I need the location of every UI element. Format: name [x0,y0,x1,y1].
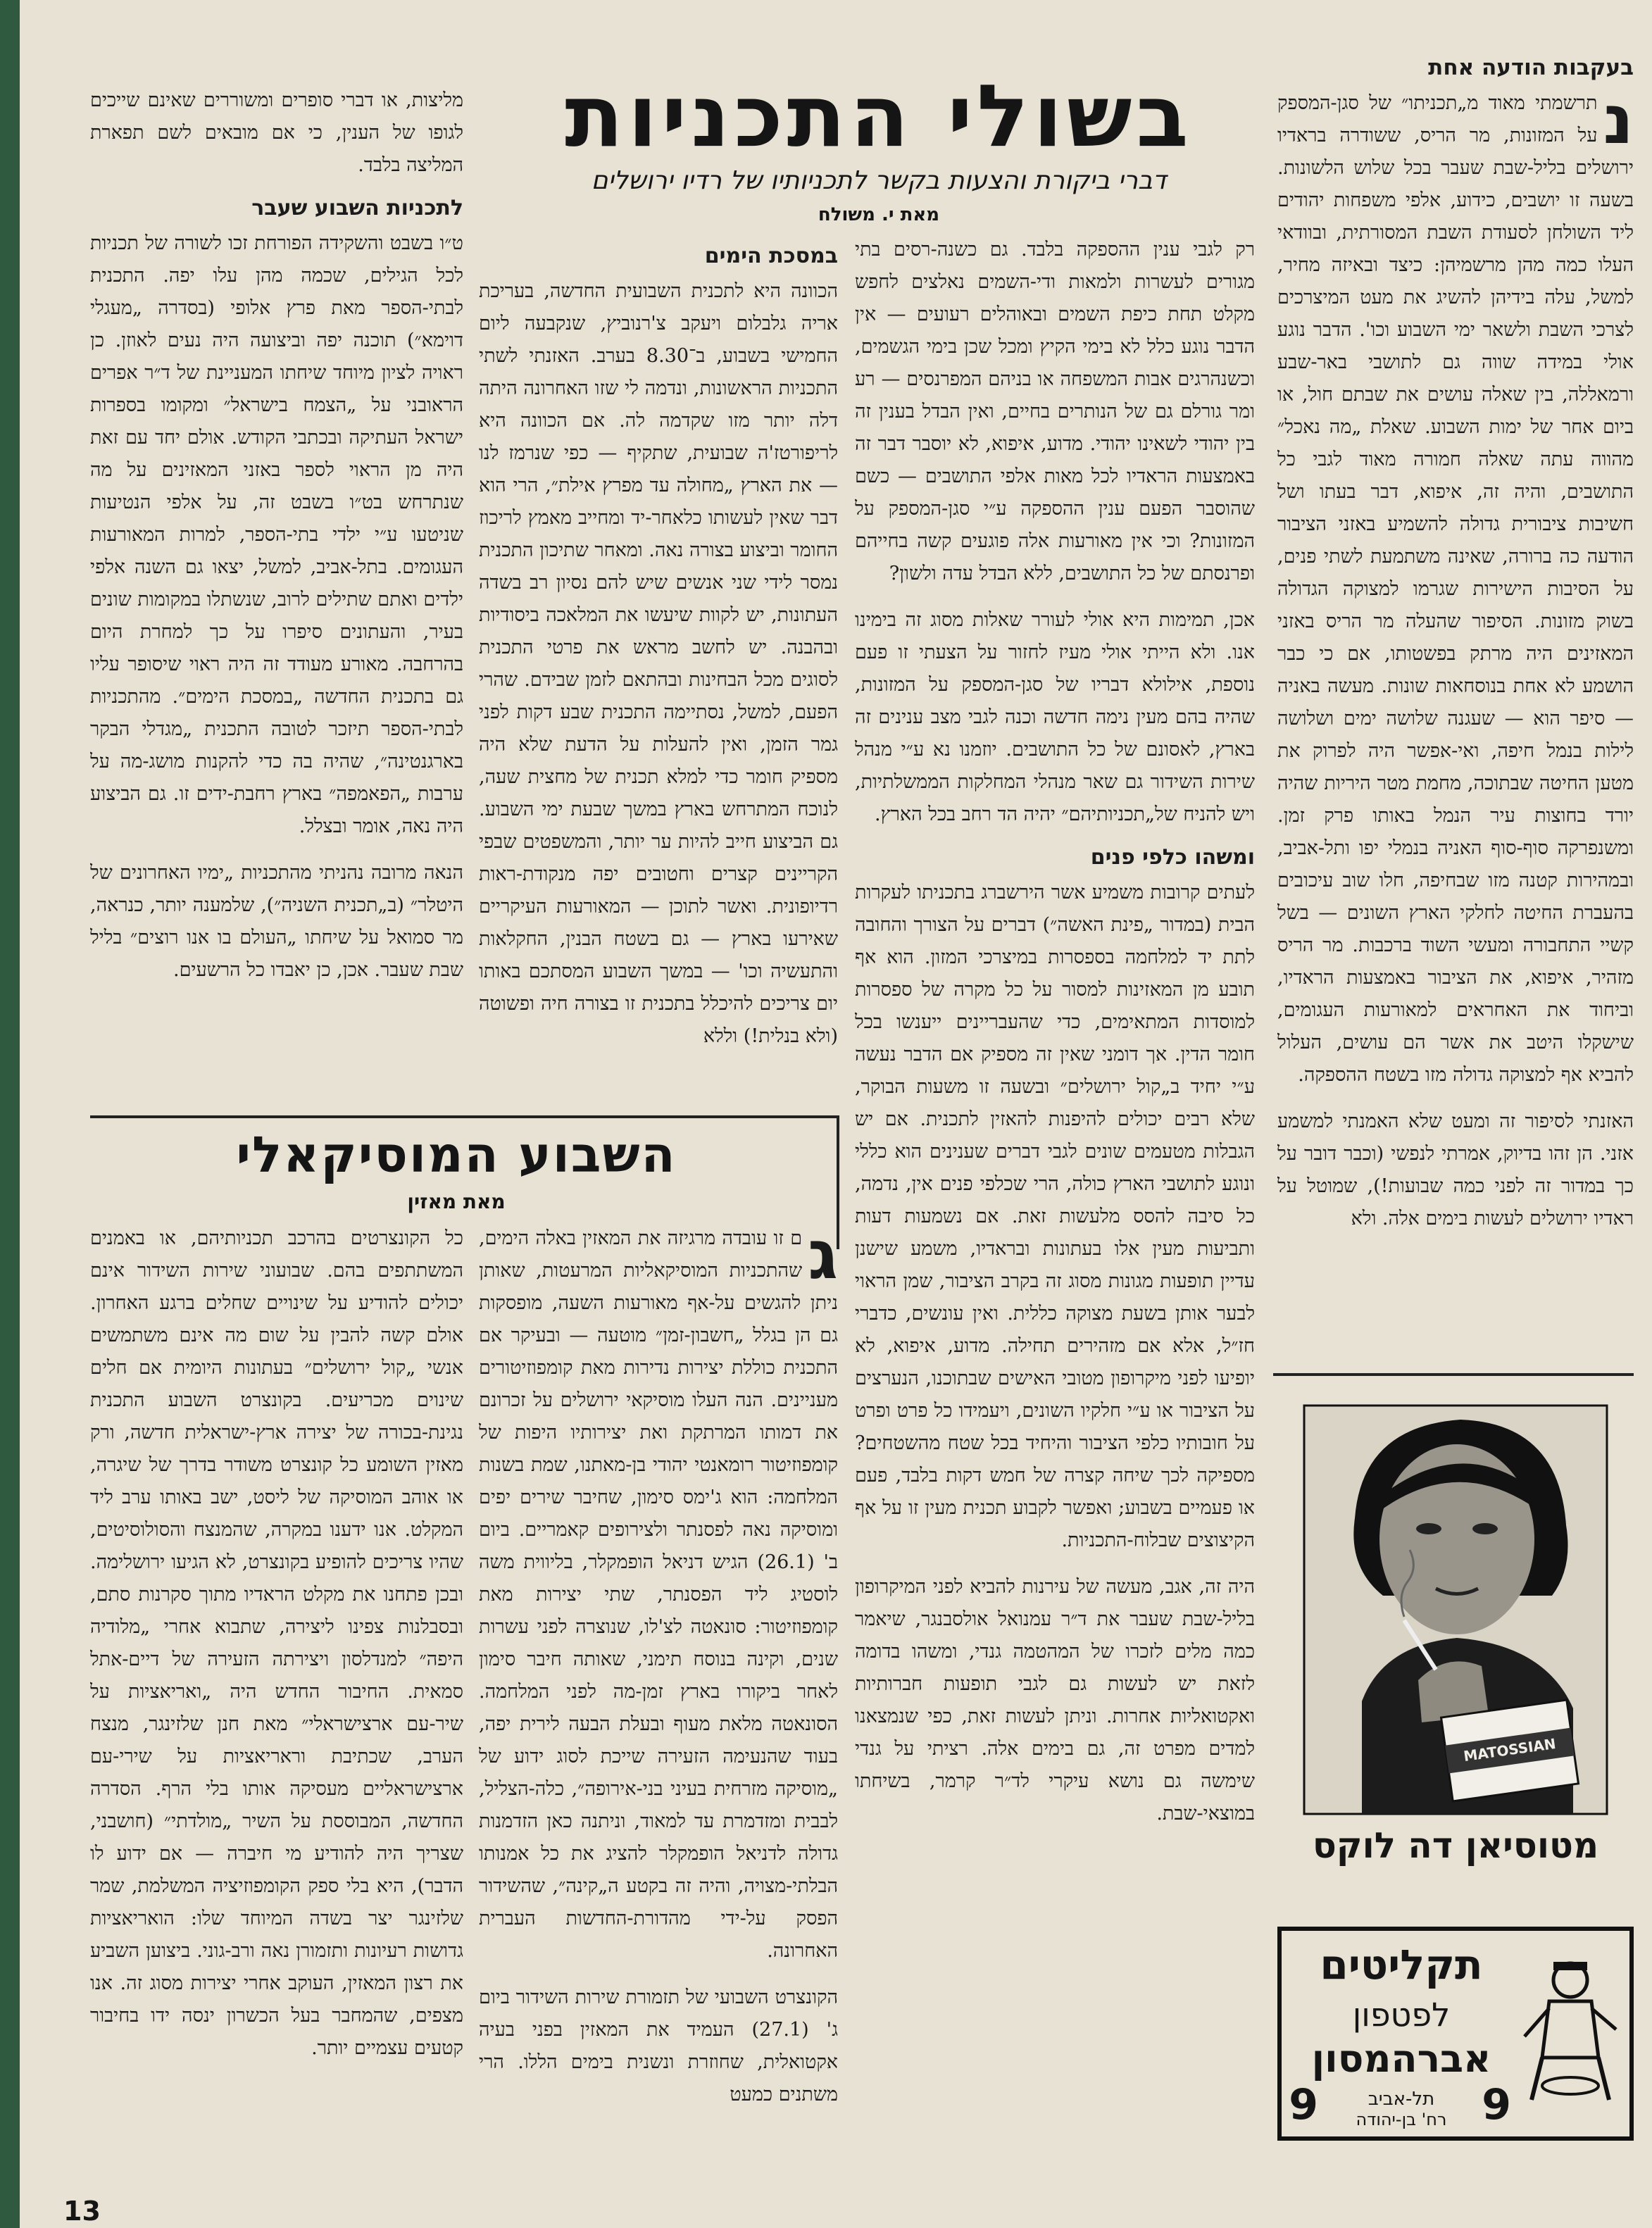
column-2-paragraph-3: לעתים קרובות משמיע אשר הירשברג בתכניתו לעקרות הבית (במדור „פינת האשה״) דברים על הצורך והחובה לתת יד למלחמה בספסרות במיצרכי המזון. הוא אף תובע מן המאזינות למסור על כל מקרה של ספסרות למוסדות המתאימים, כדי שהעבריינים ייענשו בכל חומר הדין. אך דומני שאין זה מספיק אם הדבר נעשה ע״י יחיד ב„קול ירושלים״ ובשעה זו משעות הבוקר, שלא רבים יכולים להיפנות להאזין לתכנית. אם יש הגבלות מטעמים שונים לגבי דברים שענינים הוא כללי ונוגע לתושבי הארץ כולה, הרי שכלפי פנים אין, נדמה, כל סיבה להסס מלעשות זאת. אם נשמעות דעות ותביעות מעין אלו בעתונות ובראדיו, משמע שישנן עדיין תופעות מגונות מסוג זה בקרב הציבור, שמן הראוי לבער אותן בשעת מצוקה כללית. ואין עונשים, כדברי חז״ל, אלא אם מזהירים תחילה. מדוע, איפוא, לא יופיעו לפני מיקרופון מטובי האישים שבתוכנו, הנערצים על הציבור או ע״י חלקיו השונים, ויעמידו כל פרט ופרט על חובותיו כלפי הציבור והיחיד בכל שטח מהשטחים? מספיקה לכך שיחה קצרה של חמש דקות בלבד, פעם או פעמיים בשבוע; ואפשר לקבוע תכנית מעין זו על אף הקיצוצים שבלוח-התכניות. [855,882,1255,1551]
music-byline: מאת מאזין [407,1190,506,1213]
column-4-paragraph-2: ט״ו בשבט והשקידה הפורחת זכו לשורה של תכניות לכל הגילים, שכמה מהן עלו יפה. התכנית לבתי-הספר מאת פרץ אלופי (בסדרה „מעגלי דוימא״) תוכנה יפה וביצועה היה נעים לאוזן. כן ראויה לציון מיוחד שיחתו המעניינת של ד״ר אפרים הראובני על „הצמח בישראל״ ומקומו בספרות ישראל העתיקה ובכתבי הקודש. אולם יחד עם זאת היה מן הראוי לספר באזני המאזינים על מה שנתרחש בט״ו בשבט זה, על אלפי הנטיעות שניטעו ע״י ילדי בתי-הספר, למרות המאורעות העגומים. בתל-אביב, למשל, יצאו גם השנה אלפי ילדים ואתם שתילים לרוב, שנשתלו במקומות שונים בעיר, והעתונים סיפרו על כך למחרת היום בהרחבה. מאורע מעודד זה היה ראוי שיסופר עליו גם בתכנית החדשה „במסכת הימים״. מהתכניות לבתי-הספר תיזכר לטובה התכנית „מגדלי הבקר בארגנטינה״, שהיה בה כדי להקנות מושג-מה על ערבות „הפאמפה״ בארץ רחבת-ידים זו. גם הביצוע היה נאה, אומר ובצלל. [90,232,463,837]
column-1-paragraph-2: האזנתי לסיפור זה ומעט שלא האמנתי למשמע אזני. הן זהו בדיוק, אמרתי לנפשי (וכבר דובר על כך במדור זה לפני כמה שבועות!), שמוטל על ראדיו ירושלים לעשות בימים אלה. ולא [1277,1110,1634,1229]
music-drop-cap: ג [808,1222,838,1294]
records-line-3: אברהמסון [1311,2036,1491,2081]
article-byline: מאת י. משולח [818,204,940,225]
column-3 [479,234,838,1107]
column-2-paragraph-2: אכן, תמימות היא אולי לעורר שאלות מסוג זה בימינו אנו. ולא הייתי אולי מעיז לחזור על הצעתי זו פעם נוספת, אילולא דבריו של סגן-המספק על המזונות, שהיה בהם מעין נימה חדשה וכנה לגבי מצב ענינים זה בארץ, לאסונם של כל התושבים. יוזמנו נא ע״י מנהל שירות השידור גם שאר מנהלי המחלקות הממשלתיות, ויש להניח של„תכניותיהם״ יהיה הד רחב בכל הארץ. [855,609,1255,825]
column-2-paragraph-4: היה זה, אגב, מעשה של עירנות להביא לפני המיקרופון בליל-שבת שעבר את ד״ר עמנואל אולסבנגר, שיאמר כמה מלים לזכרו של המהטמה גנדי, ומשהו בדומה לזאת יש לעשות גם לגבי תופעות חברותיות ואקטואליות אחרות. וניתן לעשות זאת, כפי שנמצאנו למדים מפרט זה, גם בימים אלה. רציתי על גנדי שימשה גם נושא עיקרי לד״ר קרמר, בשיחתו במוצאי-שבת. [855,1576,1255,1825]
cigarette-brand: מטוסיאן דה לוקס [1312,1825,1599,1866]
music-paragraph-1 [479,1222,838,1967]
subheading-last-week: לתכניות השבוע שעבר [251,196,463,220]
pack-label: MATOSSIAN [1462,1734,1557,1765]
column-1-paragraph-1 [1277,80,1634,1091]
records-line-2: לפטפון [1352,1996,1451,2034]
column-4 [90,85,463,1106]
music-section-title: השבוע המוסיקאלי [236,1126,677,1184]
records-number-right: 9 [1482,2080,1511,2129]
smoker-illustration [1277,1384,1634,1821]
music-paragraph-2: הקונצרט השבועי של תזמורת שירות השידור ביום ג' (27.1) העמיד את המאזין בפני בעיה אקטואלית, שחוזרת ונשנית בימים הללו. הרי משתנים כמעט [479,1986,838,2105]
music-paragraph-3: כל הקונצרטים בהרכב תכניותיהם, או באמנים המשתתפים בהם. שבועוני שירות השידור אינם יכולים להודיע על שינויים שחלים ברגע האחרון. אולם קשה להבין על שום מה אינם משתמשים אנשי „קול ירושלים״ בעתונות היומית אם חלים שינוים מכריעים. בקונצרט השבוע התכנית נגינת-בכורה של יצירה ארץ-ישראלית חדשה, ורק מאזין השומע כל קונצרט משודר בדרך של שיגרה, או אוהב המוסיקה של ליסט, ישב באותו ערב ליד המקלט. אנו ידענו במקרה, שהמנצח והסולוסיטים, שהיו צריכים להופיע בקונצרט, לא הגיעו ירושלימה. ובכן פתחנו את מקלט הראדיו מתוך סקרנות סתם, ובסבלנות צפינו ליצירה, שתבוא אחרי „מלודיה היפה״ למנדלסון ויצירתה הזעירה של דיים-אתל סמאית. החיבור החדש היה „ואריאציות על שיר-עם ארצישראלי״ מאת חנן שלזינגר, מנצח הערב, שכתיבת וראריאציות על שירי-עם ארצישראליים מעסיקה אותו בלי הרף. הסדרה החדשה, המבוססת על השיר „מולדתי״ (חושבני, שצריך היה להודיע מי חיברה — אם ידוע לו הדבר), היא בלי ספק הקומפוזיציה המשלמת, שמר שלזינגר יצר בשדה המיוחד שלו: הואריאציות גדושות רעיונות ותזמורן נאה ורב-גוני. ביצוען השביע את רצון המאזין, העוקב אחרי יצירות מסוג זה. אנו מצפים, שהמחבר בעל הכשרון ינסה ידו בחיבור קטעים עצמיים יותר. [90,1227,463,2059]
music-box-top-rule [90,1115,839,1118]
records-address-2: רח' בן-יהודה [1356,2110,1447,2129]
music-column-right [479,1222,838,2222]
records-number-left: 9 [1289,2080,1318,2129]
column-1-text-1: תרשמתי מאוד מ„תכניתו״ של סגן-המספק על המזונות, מר הריס, ששודרה בראדיו ירושלים בליל-שבת שעבר בכל שלוש הלשונות. בשעה זו יושבים, כידוע, אלפי משפחות יהודים ליד השולחן לסעודת השבת המסורתית, ובוודאי העלו כמה מהן מרשמיהן: כיצד ובאיזה מחיר, למשל, עלה בידיהן להשיג את מעט המיצרכים לצרכי השבת ולשאר ימי השבוע וכו'. הדבר נוגע אולי במידה שווה גם לתושבי באר-שבע ורמאללה, בין שאלה עושים את שבתם חול, או ביום אחר של ימות השבוע. שאלת „מה נאכל״ מהווה עתה שאלה חמורה מאוד לגבי כל התושבים, והיה זה, איפוא, דבר בעתו ושל חשיבות ציבורית גדולה להשמיע באזני הציבור הודעה כה ברורה, שאינה משתמעת לשתי פנים, על הסיבות הישירות שגרמו למצוקה הגדולה בשוק מזונות. הסיפור שהעלה מר הריס באזני המאזינים היה מרתק בפשטותו, אם כי כבר הושמע לא אחת בנוסחאות שונות. מעשה באניה — סיפר הוא — שעגנה שלושה ימים ושלושה לילות בנמל חיפה, ואי-אפשר היה לפרוק את מטען החיטה שבתוכה, מחמת מטר היריות שהיה יורד בחוצות עיר הנמל באותו פרק זמן. ומשנפרקה סוף-סוף האניה בנמלי יפו ותל-אביב, ובמהירות קטנה מזו שבחיפה, חלו שוב עיכובים בהעברת החיטה לחלקי הארץ השונים — בשל קשיי התחבורה ומעשי השוד ברכבות. מר הריס מזהיר, איפוא, את הציבור באמצעות הראדיו, וביחוד את האחראים למאורעות העגומים, שישקלו היטב את אשר הם עושים, העלול להביא אף למצוקה גדולה מזו בשטח ההספקה. [1277,92,1634,1086]
gramophone-man-illustration [1521,1952,1620,2114]
page-number: 13 [63,2196,101,2227]
music-text-1: ם זו עובדה מרגיזה את המאזין באלה הימים, שהתכניות המוסיקאליות המרעטות, שאותן ניתן להגשים על-אף מאורעות השעה, מופסקות גם הן בגלל „חשבון-זמן״ מוטעה — ובעיקר אם התכנית כוללת יצירות נדירות מאת קומפוזיטורים מעניינים. הנה העלו מוסיקאי ירושלים על זכרונם את דמותו המרתקת ואת יצירותיו היפות של קומפוזיטור רומאנטי יהודי בן-מאתנו, שמת בשנות המלחמה: הוא ג'ימס סימון, שחיבר שירים יפים ומוסיקה נאה לפסנתר ולצירופים קאמריים. ביום ב' (26.1) הגיש דניאל הופמקלר, בליווית משה לוסטיג ליד הפסנתר, שתי יצירות מאת קומפוזיטור: סונאטה לצ'לו, שנוצרה לפני עשרות שנים, וקינה בנוסח תימני, שאותה חיבר סימון לאחר ביקורו בארץ זמן-מה לפני המלחמה. הסונאטה מלאת מעוף ובעלת הבעה לירית יפה, בעוד שהנעימה הזעירה שייכת לסוג ידוע של „מוסיקה מזרחית בעיני בני-אירופה״, כלה-הצליל, לבבית ומזדמרת עד למאוד, וניתנה כאן הזדמנות גדולה לדניאל הופמקלר להציג את כל אמנותו הבלתי-מצויה, והיה זה בקטע ה„קינה״, שהשידור הפסק על-ידי מהדורת-החדשות העברית האחרונה. [479,1227,838,1962]
cigarette-ad [1277,1384,1634,1877]
column-2-paragraph-1: רק לגבי ענין ההספקה בלבד. גם כשנה-רסים בתי מגורים לעשרות ולמאות ודי-השמים נאלצים לחפש מקלט תחת כיפת השמים ובאוהלים רעועים — אין הדבר נוגע כלל לא בימי הקיץ ומכל שכן בימי הגשמים, וכשנהרגים אבות המשפחה או בניהם המפרנסים — רע ומר גורלם גם של הנותרים בחיים, ואין הבדל בענין זה בין יהודי לשאינו יהודי. מדוע, איפוא, לא יוסבר דבר זה באמצעות הראדיו לכל מאות אלפי התושבים — כשם שהוסבר הפעם ענין ההספקה ע״י סגן-המספק על המזונות? וכי אין מאורעות אלה פוגעים קשה בחייהם ופרנסתם של כל התושבים, ללא הבדל עדה ולשון? [855,239,1255,584]
column-4-paragraph-1: מליצות, או דברי סופרים ומשוררים שאינם שייכים לגופו של הענין, כי אם מובאים לשם תפארת המליצה בלבד. [90,89,463,176]
subheading-inward: ומשהו כלפי פנים [1090,845,1255,870]
kicker-heading: בעקבות הודעה אחת [1428,55,1634,80]
records-ad [1277,1927,1634,2141]
music-column-left [90,1222,463,2138]
column-3-paragraph-1: הכוונה היא לתכנית השבועית החדשה, בעריכת אריה גלבלום ויעקב צ'רנוביץ, שנקבעה ליום החמישי בשבוע, ב־8.30 בערב. האזנתי לשתי התכניות הראשונות, ונדמה לי שזו האחרונה היתה דלה יותר מזו שקדמה לה. אם הכוונה היא לריפורטז'ה שבועית, שתקיף — כפי שנרמז לנו — את הארץ „מחולה עד מפרץ אילת״, הרי הוא דבר שאין לעשותו כלאחר-יד ומחייב מאמץ לריכוז החומר וביצוע בצורה נאה. ומאחר שתיכון התכנית נמסר לידי שני אנשים שיש להם נסיון רב בשדה העתונות, יש לקוות שיעשו את המלאכה ביסודיות ובהבנה. יש לחשב מראש את פרטי התכנית לסוגים מכל הבחינות ובהתאם לזמן שבידם. שהרי הפעם, למשל, נסתיימה התכנית שבע דקות לפני גמר הזמן, ואין להעלות על הדעת שלא היה מספיק חומר כדי למלא תכנית של מחצית שעה, לנוכח המתרחש בארץ במשך שבעת ימי השבוע. גם הביצוע חייב להיות ער יותר, והמשפטים שבפי הקריינים קצרים וחטובים יפה מנקודת-ראות רדיופונית. ואשר לתוכן — המאורעות העיקריים שאירעו בארץ — גם בשטח הבנין, החקלאות והתעשיה וכו' — במשך השבוע המסתכם באותו יום צריכים להיכלל בתכנית זו בצורה חיה ופשוטה (ולא בנלית!) וללא [479,280,838,1047]
column-4-paragraph-3: הנאה מרובה נהניתי מהתכניות „ימיו האחרונים של היטלר״ (ב„תכנית השניה״), שלמענה יותר, כנראה, מר סמואל על שיחתו „העולם בו אנו רוצים״ בליל שבת שעבר. אכן, כן יאבדו כל הרשעים. [90,862,463,981]
records-line-1: תקליטים [1320,1941,1483,1989]
records-address-1: תל-אביב [1368,2089,1435,2110]
ad-separator-rule [1273,1373,1634,1376]
subheading-days: במסכת הימים [704,244,838,268]
column-2 [855,234,1255,2187]
column-1 [1277,52,1634,1362]
page-subtitle: דברי ביקורת והצעות בקשר לתכניותיו של רדיו ירושלים [591,166,1167,195]
page-title: בשולי התכניות [565,66,1193,166]
newspaper-page [20,0,1652,2228]
drop-cap: נ [1603,80,1634,159]
